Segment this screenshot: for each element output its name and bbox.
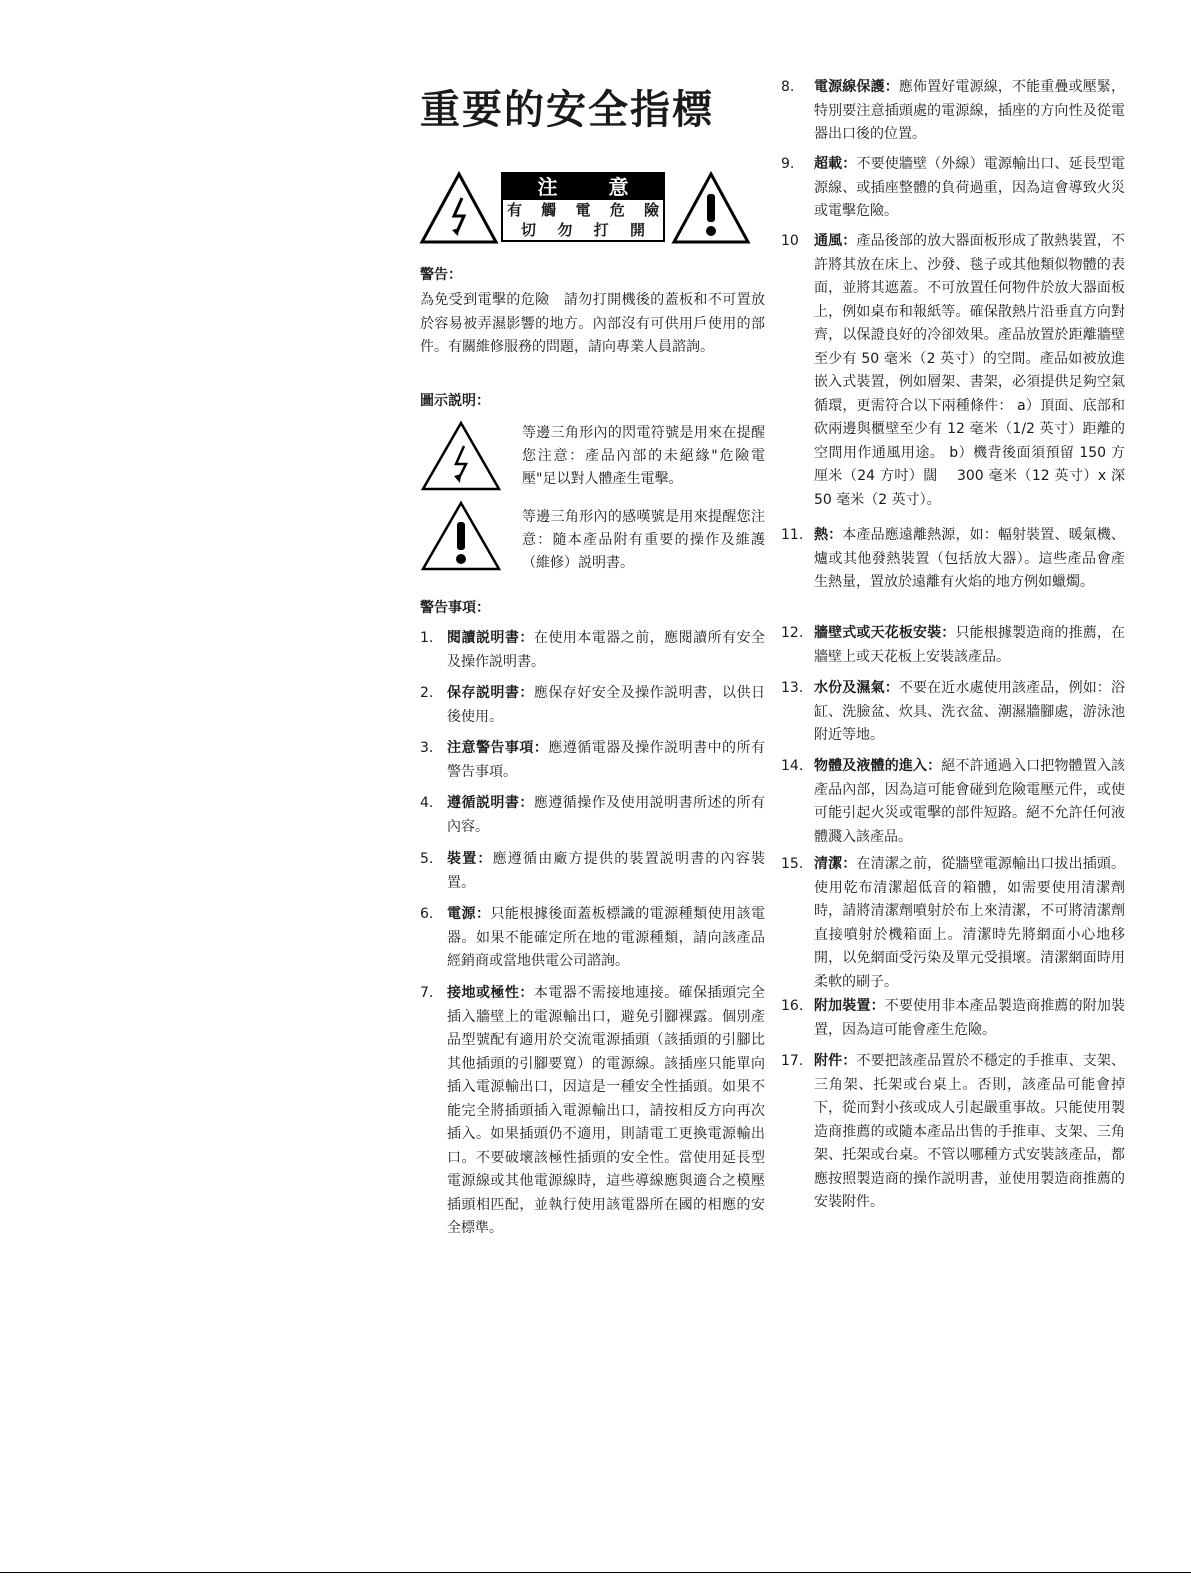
item-text: 本產品應遠離熱源，如：輻射裝置、暖氣機、爐或其他發熱裝置（包括放大器）。這些產品會產生熱量，置放於遠離有火焰的地方例如蠟燭。 [814,527,1126,590]
item-number: 6. [420,906,434,922]
item-body [814,622,1125,669]
caution-char: 開 [629,221,645,239]
item-keyword: 電源線保護： [814,79,899,95]
caution-char: 打 [593,221,609,239]
item-text: 不要使牆壁（外線）電源輸出口、延長型電源線、或插座整體的負荷過重，因為這會導致火災或電擊危險。 [814,156,1126,219]
item-keyword: 保存説明書： [447,685,534,701]
item-body [447,982,765,1241]
item-keyword: 通風： [814,233,857,249]
warning-heading: 警告： [420,267,462,283]
item-number: 8. [781,79,795,95]
item-text: 不要把該產品置於不穩定的手推車、支架、三角架、托架或台桌上。否則，該產品可能會掉下，從而對小孩或成人引起嚴重事故。只能使用製造商推薦的或隨本產品出售的手推車、支架、三角架、托架或台桌。不管以哪種方式安裝該產品，都應按照製造商的操作説明書，並使用製造商推薦的安裝附件。 [814,1053,1126,1210]
item-number: 3. [420,740,434,756]
exclamation-symbol-description: 等邊三角形內的感嘆號是用來提醒您注意：隨本產品附有重要的操作及維護（維修）説明書。 [522,509,765,571]
item-text: 應遵循由廠方提供的裝置説明書的內容裝置。 [447,851,766,891]
safety-item [781,153,1125,224]
item-number: 15. [781,856,804,872]
item-body [814,153,1125,224]
item-keyword: 裝置： [447,851,493,867]
item-text: 不要在近水處使用該產品，例如：浴缸、洗臉盆、炊具、洗衣盆、潮濕牆腳處，游泳池附近等地。 [814,680,1126,743]
item-number: 17. [781,1053,804,1069]
item-body [814,76,1125,147]
item-keyword: 電源： [447,906,491,922]
item-text: 本電器不需接地連接。確保插頭完全插入牆壁上的電源輸出口，避免引腳裸露。個別產品型號配有適用於交流電源插頭（該插頭的引腳比其他插頭的引腳要寬）的電源線。該插座只能單向插入電源輸出口，因這是一種安全性插頭。如果不能完全將插頭插入電源輸出口，請按相反方向再次插入。如果插頭仍不適用，則請電工更換電源輸出口。不要破壞該極性插頭的安全性。當使用延長型電源線或其他電源線時，這些導線應與適合之模壓插頭相匹配，並執行使用該電器所在國的相應的安全標準。 [447,985,766,1236]
item-number: 4. [420,795,434,811]
item-text: 絕不許通過入口把物體置入該產品內部，因為這可能會碰到危險電壓元件，或使可能引起火災或電擊的部件短路。絕不允許任何液體濺入該產品。 [814,758,1126,845]
item-text: 在清潔之前，從牆壁電源輸出口拔出插頭。使用乾布清潔超低音的箱體，如需要使用清潔劑時，請將清潔劑噴射於布上來清潔，不可將清潔劑直接噴射於機箱面上。清潔時先將網面小心地移開，以免網面受污染及單元受損壞。清潔網面時用柔軟的刷子。 [814,856,1126,990]
safety-item [781,677,1125,748]
item-number: 12. [781,625,804,641]
item-keyword: 清潔： [814,856,857,872]
item-number: 1. [420,630,434,646]
item-number: 9. [781,156,795,172]
item-body [447,792,765,839]
item-text: 產品後部的放大器面板形成了散熱裝置，不許將其放在床上、沙發、毯子或其他類似物體的表面，並將其遮蓋。不可放置任何物件於放大器面板上，例如桌布和報紙等。確保散熱片沿垂直方向對齊，以保證良好的冷卻效果。產品放置於距離牆壁至少有 50 毫米（2 英寸）的空間。產品如被放進嵌入式裝置，例如層架、書架，必須提供足夠空氣循環，更需符合以下兩種條件： a）頂面、底部和砍兩邊與櫃壁至少有 12 毫米（1/2 英寸）距離的空間用作通風用途。 b）機背後面須預留 150 方厘米（24 方吋）闊 300 毫米（12 英寸）x 深 50 毫米（2 英寸）。 [814,233,1144,508]
item-keyword: 遵循説明書： [447,795,534,811]
item-keyword: 水份及濕氣： [814,680,899,696]
item-body [447,848,765,895]
page-bottom-rule [0,1572,1191,1573]
item-body [814,995,1125,1042]
legend-heading: 圖示説明： [420,393,490,409]
electric-shock-warning-icon [418,170,500,246]
item-keyword: 注意警告事項： [447,740,549,756]
item-keyword: 物體及液體的進入： [814,758,942,774]
warning-text: 為免受到電擊的危險 請勿打開機後的蓋板和不可置放於容易被弄濕影響的地方。內部沒有可供用戶使用的部件。有關維修服務的問題，請向專業人員諮詢。 [420,292,765,355]
page-title: 重要的安全指標 [420,87,714,133]
safety-item [781,755,1125,849]
caution-graphic [418,170,753,246]
safety-item [781,995,1125,1042]
item-number: 2. [420,685,434,701]
caution-line-1 [503,200,663,220]
caution-header: 注 意 [503,174,663,200]
item-number: 7. [420,985,434,1001]
item-body [814,677,1125,748]
item-number: 16. [781,998,804,1014]
item-keyword: 熱： [814,527,843,543]
item-body [814,230,1144,512]
exclamation-triangle-icon [420,500,502,572]
item-text: 只能根據後面蓋板標識的電源種類使用該電器。如果不能確定所在地的電源種類，請向該產品經銷商或當地供電公司諮詢。 [447,906,766,969]
item-body [814,524,1125,595]
item-number: 11. [781,527,804,543]
item-text: 應遵循操作及使用説明書所述的所有內容。 [447,795,766,835]
item-body [814,853,1125,994]
item-text: 應遵循電器及操作説明書中的所有警告事項。 [447,740,766,780]
caution-char: 勿 [557,221,573,239]
item-number: 14. [781,758,804,774]
caution-char: 險 [643,201,659,219]
item-body [447,903,765,974]
safety-item [420,627,765,674]
caution-char: 切 [521,221,537,239]
item-keyword: 接地或極性： [447,985,534,1001]
item-keyword: 附加裝置： [814,998,885,1014]
lightning-symbol-description: 等邊三角形內的閃電符號是用來在提醒您注意：產品內部的未絕緣"危險電壓"足以對人體產生電擊。 [522,425,765,487]
exclamation-warning-icon [670,170,752,246]
safety-item [420,792,765,839]
item-keyword: 牆壁式或天花板安裝： [814,625,956,641]
lightning-triangle-icon [420,420,502,492]
item-text: 只能根據製造商的推薦，在牆壁上或天花板上安裝該產品。 [814,625,1126,665]
caution-char: 電 [575,201,591,219]
caution-char: 觸 [541,201,557,219]
item-body [447,627,765,674]
item-keyword: 超載： [814,156,857,172]
caution-char: 有 [507,201,523,219]
safety-item [781,622,1125,669]
item-body [447,737,765,784]
safety-item [420,848,765,895]
safety-item [781,230,1144,512]
caution-line-2 [503,220,663,240]
safety-item [420,903,765,974]
safety-item [781,76,1125,147]
item-keyword: 閱讀説明書： [447,630,534,646]
item-number: 13. [781,680,804,696]
item-number: 5. [420,851,434,867]
item-text: 應佈置好電源線，不能重疊或壓緊，特別要注意插頭處的電源線，插座的方向性及從電器出口後的位置。 [814,79,1126,142]
safety-item [420,737,765,784]
caution-label [501,172,665,242]
safety-item [781,1050,1125,1215]
safety-item [420,982,765,1241]
item-body [447,682,765,729]
item-body [814,1050,1125,1215]
item-text: 在使用本電器之前，應閱讀所有安全及操作説明書。 [447,630,766,670]
item-text: 應保存好安全及操作説明書，以供日後使用。 [447,685,766,725]
item-text: 不要使用非本產品製造商推薦的附加裝置，因為這可能會產生危險。 [814,998,1126,1038]
safety-item [781,524,1125,595]
safety-item [420,682,765,729]
item-keyword: 附件： [814,1053,857,1069]
safety-item [781,853,1125,994]
notices-heading: 警告事項： [420,600,490,616]
caution-char: 危 [609,201,625,219]
item-number: 10 [781,233,799,249]
item-body [814,755,1125,849]
